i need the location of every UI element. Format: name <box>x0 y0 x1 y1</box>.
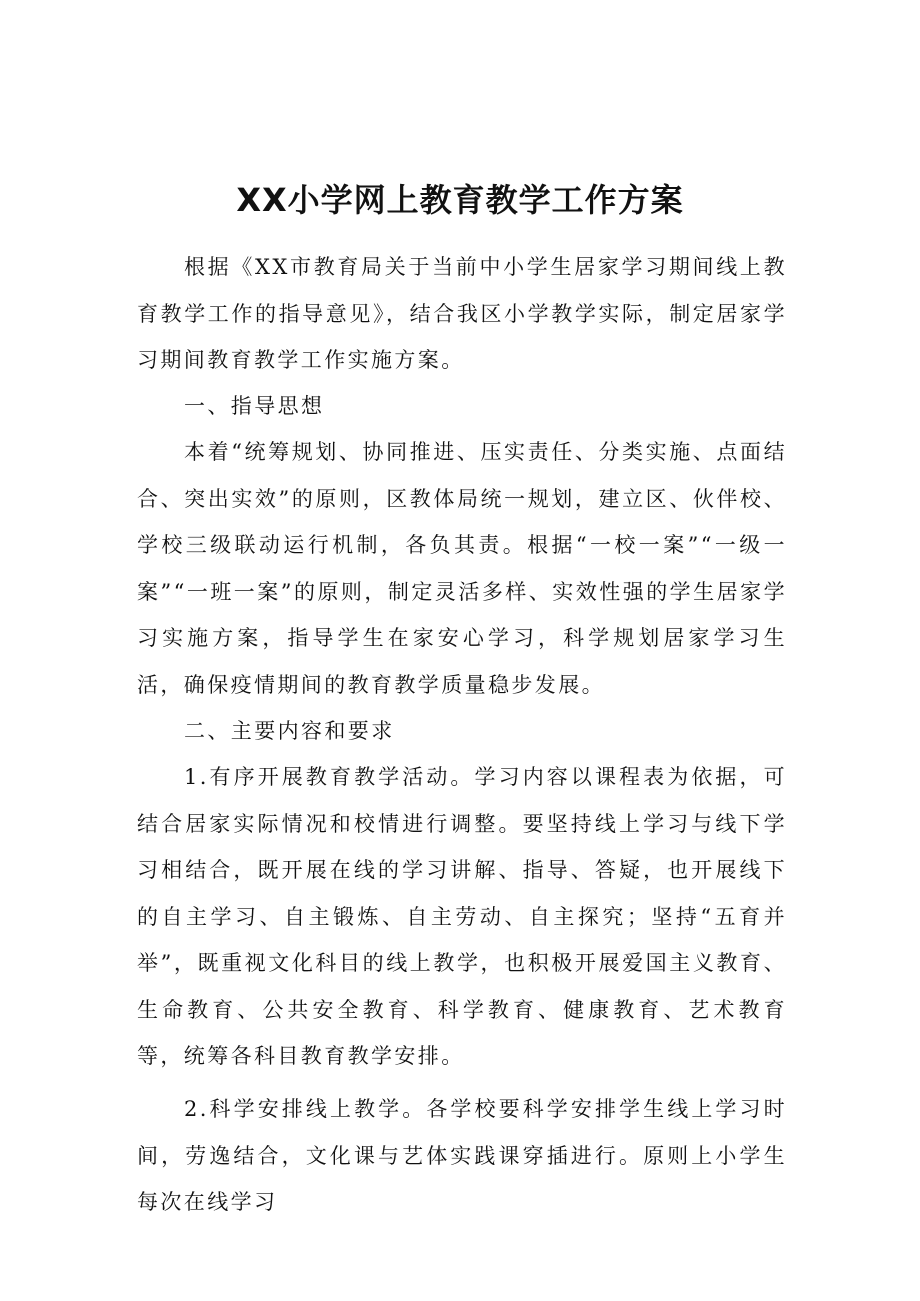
intro-paragraph: 根据《XX市教育局关于当前中小学生居家学习期间线上教育教学工作的指导意见》，结合我区小学教学实际，制定居家学习期间教育教学工作实施方案。 <box>137 255 787 372</box>
content-item-2: 2.科学安排线上教学。各学校要科学安排学生线上学习时间，劳逸结合，文化课与艺体实践课穿插进行。原则上小学生每次在线学习 <box>137 1097 787 1214</box>
document-title: XX小学网上教育教学工作方案 <box>236 181 684 219</box>
section-heading-guiding-ideology: 一、指导思想 <box>184 394 325 418</box>
section-heading-main-content: 二、主要内容和要求 <box>184 719 395 743</box>
content-item-1: 1.有序开展教育教学活动。学习内容以课程表为依据，可结合居家实际情况和校情进行调整。要坚持线上学习与线下学习相结合，既开展在线的学习讲解、指导、答疑，也开展线下的自主学习、自主锻炼、自主劳动、自主探究；坚持“五育并举”，既重视文化科目的线上教学，也积极开展爱国主义教育、生命教育、公共安全教育、科学教育、健康教育、艺术教育等，统筹各科目教育教学安排。 <box>137 765 787 1068</box>
guiding-ideology-paragraph: 本着“统筹规划、协同推进、压实责任、分类实施、点面结合、突出实效”的原则，区教体局统一规划，建立区、伙伴校、学校三级联动运行机制，各负其责。根据“一校一案”“一级一案”“一班一案”的原则，制定灵活多样、实效性强的学生居家学习实施方案，指导学生在家安心学习，科学规划居家学习生活，确保疫情期间的教育教学质量稳步发展。 <box>137 440 787 697</box>
